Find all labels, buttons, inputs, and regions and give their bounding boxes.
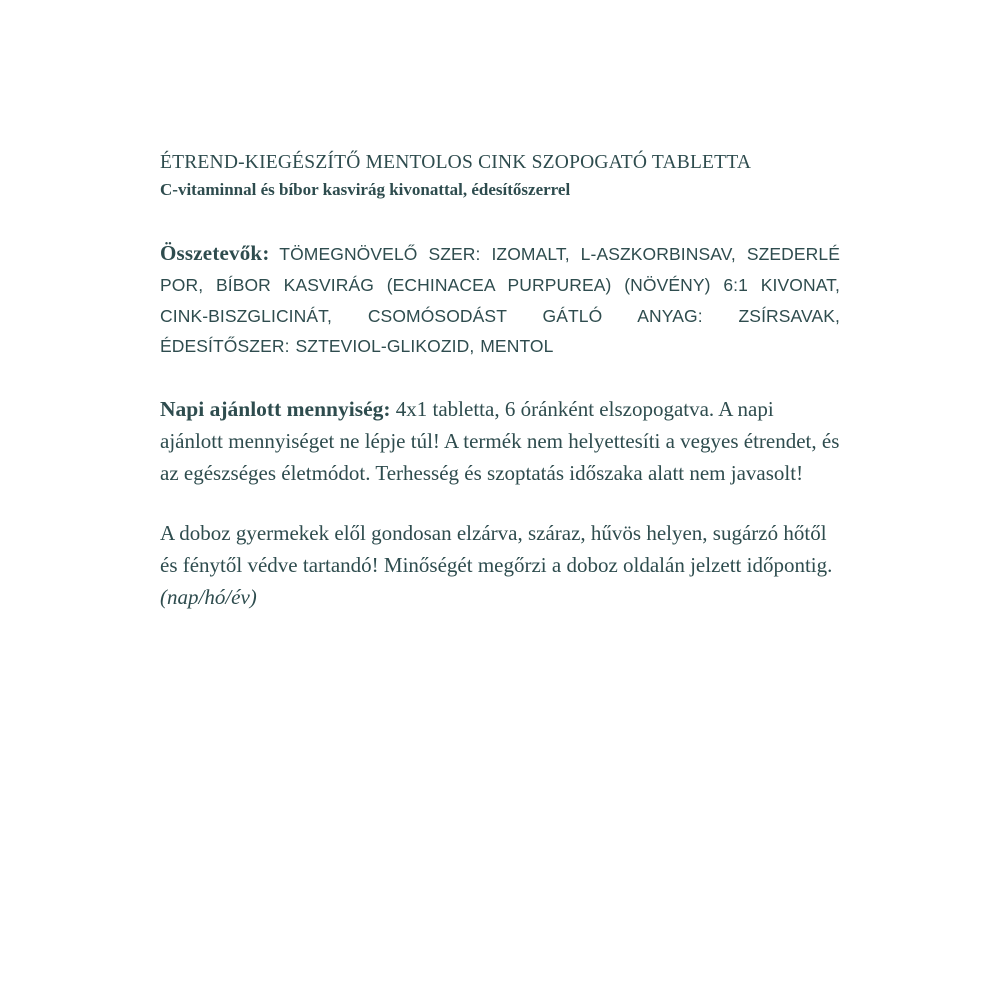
title-block — [160, 150, 840, 202]
ingredients-section — [160, 236, 840, 363]
dosage-section — [160, 393, 840, 490]
ingredients-heading: Összetevők: — [160, 241, 270, 266]
storage-section — [160, 518, 840, 614]
ingredients-paragraph — [160, 236, 840, 363]
dosage-paragraph — [160, 393, 840, 490]
storage-paragraph — [160, 518, 840, 614]
product-title: ÉTREND-KIEGÉSZÍTŐ MENTOLOS CINK SZOPOGATÓ TABLETTA — [160, 152, 752, 173]
storage-body: A doboz gyermekek elől gondosan elzárva, száraz, hűvös helyen, sugárzó hőtől és fénytől védve tartandó! Minőségét megőrzi a doboz oldalán jelzett időpontig. — [160, 520, 833, 577]
dosage-body: 4x1 tabletta, 6 óránként elszopogatva. A napi ajánlott mennyiséget ne lépje túl! A termék nem helyettesíti a vegyes étrendet, és az egészséges életmódot. Terhesség és szoptatás időszaka alatt nem javasolt! — [160, 397, 840, 486]
ingredients-body: TÖMEGNÖVELŐ SZER: IZOMALT, L-ASZKORBINSAV, SZEDERLÉ POR, BÍBOR KASVIRÁG (ECHINACEA PURPUREA) (NÖVÉNY) 6:1 KIVONAT, CINK-BISZGLICINÁT, CSOMÓSODÁST GÁTLÓ ANYAG: ZSÍRSAVAK, ÉDESÍTŐSZER: SZTEVIOL-GLIKOZID, MENTOL — [160, 244, 841, 357]
dosage-heading: Napi ajánlott mennyiség: — [160, 397, 391, 422]
supplement-label — [160, 150, 840, 635]
storage-date-format-note: (nap/hó/év) — [160, 584, 257, 609]
product-subtitle: C-vitaminnal és bíbor kasvirág kivonattal, édesítőszerrel — [160, 180, 571, 200]
